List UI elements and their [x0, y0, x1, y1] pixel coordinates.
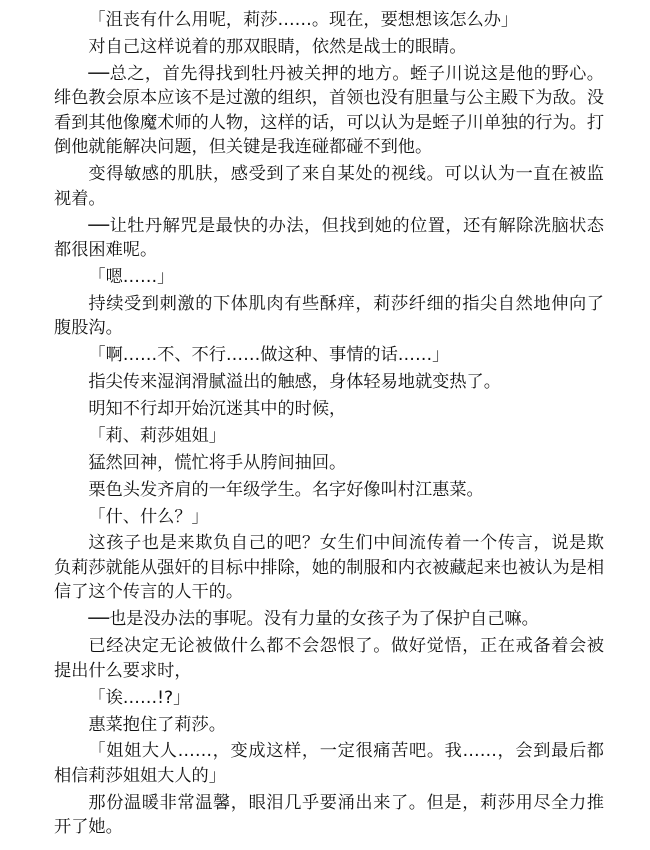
paragraph: 已经决定无论被做什么都不会怨恨了。做好觉悟，正在戒备着会被提出什么要求时， — [54, 636, 604, 681]
paragraph: 明知不行却开始沉迷其中的时候， — [88, 399, 347, 420]
paragraph: 惠菜抱住了莉莎。 — [88, 714, 226, 735]
paragraph: 猛然回神，慌忙将手从胯间抽回。 — [88, 452, 347, 473]
paragraph: 「沮丧有什么用呢，莉莎……。现在，要想想该怎么办」 — [88, 10, 519, 30]
paragraph: 对自己这样说着的那双眼睛，依然是战士的眼睛。 — [88, 36, 467, 57]
paragraph: ──让牡丹解咒是最快的办法，但找到她的位置，还有解除洗脑状态都很困难呢。 — [54, 215, 604, 261]
paragraph: 「姐姐大人……，变成这样，一定很痛苦吧。我……，会到最后都相信莉莎姐姐大人的」 — [54, 741, 604, 786]
paragraph: 指尖传来湿润滑腻溢出的触感，身体轻易地就变热了。 — [88, 372, 501, 393]
paragraph: 「什、什么？」 — [88, 506, 209, 527]
paragraph: 「啊……不、不行……做这种、事情的话……」 — [88, 345, 450, 366]
paragraph: 「诶……!?」 — [88, 687, 191, 708]
paragraph: 这孩子也是来欺负自己的吧？女生们中间流传着一个传言，说是欺负莉莎就能从强奸的目标中排除，她的制服和内衣被藏起来也被认为是相信了这个传言的人干的。 — [54, 533, 605, 603]
paragraph: 持续受到刺激的下体肌肉有些酥痒，莉莎纤细的指尖自然地伸向了腹股沟。 — [54, 293, 604, 339]
paragraph: 那份温暖非常温馨，眼泪几乎要涌出来了。但是，莉莎用尽全力推开了她。 — [54, 792, 604, 838]
paragraph: 变得敏感的肌肤，感受到了来自某处的视线。可以认为一直在被监视着。 — [54, 164, 604, 209]
paragraph: 「莉、莉莎姐姐」 — [88, 425, 226, 446]
paragraph: 栗色头发齐肩的一年级学生。名字好像叫村江惠菜。 — [88, 479, 484, 500]
paragraph: ──总之，首先得找到牡丹被关押的地方。蛭子川说这是他的野心。绯色教会原本应该不是过激的组织，首领也没有胆量与公主殿下为敌。没看到其他像魔术师的人物，这样的话，可以认为是蛭子川单独的行为。打倒他就能解决问题，但关键是我连碰都碰不到他。 — [54, 63, 605, 158]
paragraph: 「嗯……」 — [88, 266, 175, 287]
paragraph: ──也是没办法的事呢。没有力量的女孩子为了保护自己嘛。 — [88, 609, 539, 630]
